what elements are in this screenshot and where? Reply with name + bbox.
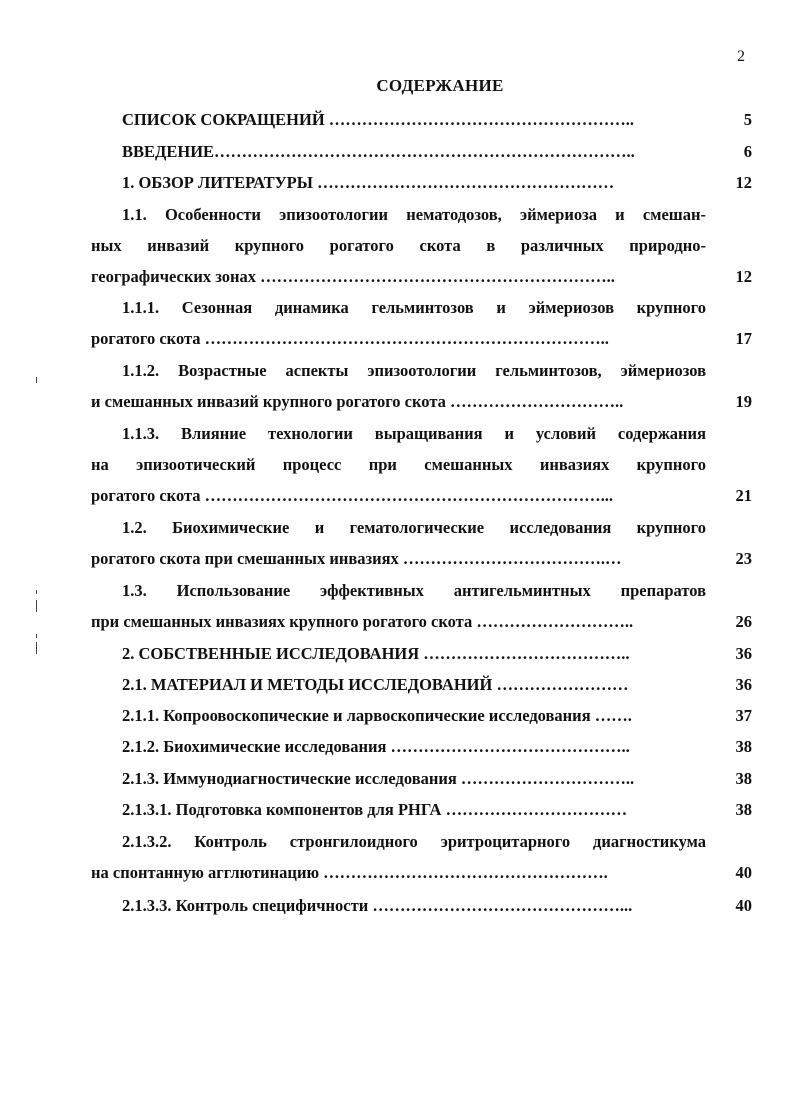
toc-entry-page: 21	[735, 486, 752, 505]
scan-artifact-mark	[36, 590, 37, 594]
toc-entry-text: на спонтанную агглютинацию …………………………………………….	[91, 863, 608, 882]
toc-entry-page: 40	[735, 896, 752, 915]
toc-title: СОДЕРЖАНИЕ	[376, 76, 504, 95]
scan-artifact-mark	[36, 377, 37, 383]
toc-entry-page: 36	[735, 675, 752, 694]
toc-entry-page: 12	[735, 173, 752, 192]
scan-artifact-mark	[36, 600, 37, 612]
toc-entry-text: 1.1.2. Возрастные аспекты эпизоотологии гельминтозов, эймериозов	[122, 361, 706, 380]
toc-entry-text: 2. СОБСТВЕННЫЕ ИССЛЕДОВАНИЯ ………………………………..	[122, 644, 630, 663]
toc-entry-page: 37	[735, 706, 752, 725]
toc-entry-text: 2.1.3. Иммунодиагностические исследования …………………………..	[122, 769, 635, 788]
toc-entry-page: 19	[735, 392, 752, 411]
toc-entry-text: и смешанных инвазий крупного рогатого скота …………………………..	[91, 392, 624, 411]
toc-entry-page: 23	[735, 549, 752, 568]
toc-entry-text: 2.1. МАТЕРИАЛ И МЕТОДЫ ИССЛЕДОВАНИЙ ……………………	[122, 675, 629, 694]
toc-entry-text: рогатого скота ………………………………………………………………...	[91, 486, 614, 505]
toc-entry-page: 38	[735, 737, 752, 756]
toc-entry-text: ных инвазий крупного рогатого скота в различных природно-	[91, 236, 706, 255]
toc-entry-text: рогатого скота ………………………………………………………………..	[91, 329, 609, 348]
toc-entry-page: 38	[735, 769, 752, 788]
toc-entry-page: 5	[743, 110, 752, 129]
toc-entry-page: 12	[735, 267, 752, 286]
toc-entry-text: рогатого скота при смешанных инвазиях ……………………………….…	[91, 549, 622, 568]
toc-entry-page: 40	[735, 863, 752, 882]
toc-entry-text: 2.1.2. Биохимические исследования ……………………………………..	[122, 737, 630, 756]
toc-entry-text: на эпизоотический процесс при смешанных инвазиях крупного	[91, 455, 706, 474]
toc-entry-page: 17	[735, 329, 752, 348]
toc-entry-text: 2.1.1. Копроовоскопические и ларвоскопические исследования …….	[122, 706, 632, 725]
toc-entry-text: 1.1. Особенности эпизоотологии нематодозов, эймериоза и смешан-	[122, 205, 706, 224]
toc-entry-text: 1.1.1. Сезонная динамика гельминтозов и эймериозов крупного	[122, 298, 706, 317]
toc-entry-page: 6	[743, 142, 752, 161]
toc-entry-text: ВВЕДЕНИЕ…………………………………………………………………..	[122, 142, 635, 161]
scan-artifact-mark	[36, 634, 37, 638]
toc-entry-page: 38	[735, 800, 752, 819]
toc-entry-page: 36	[735, 644, 752, 663]
toc-entry-text: 2.1.3.3. Контроль специфичности ………………………………………...	[122, 896, 633, 915]
toc-entry-text: СПИСОК СОКРАЩЕНИЙ ………………………………………………..	[122, 110, 635, 129]
toc-entry-text: 2.1.3.2. Контроль стронгилоидного эритроцитарного диагностикума	[122, 832, 706, 851]
toc-entry-text: географических зонах ………………………………………………………..	[91, 267, 615, 286]
toc-entry-text: 1. ОБЗОР ЛИТЕРАТУРЫ ………………………………………………	[122, 173, 615, 192]
scan-artifact-mark	[36, 642, 37, 654]
toc-entry-text: 1.3. Использование эффективных антигельминтных препаратов	[122, 581, 706, 600]
toc-entry-text: 1.2. Биохимические и гематологические исследования крупного	[122, 518, 706, 537]
toc-entry-text: 2.1.3.1. Подготовка компонентов для РНГА ……………………………	[122, 800, 628, 819]
toc-entry-text: 1.1.3. Влияние технологии выращивания и условий содержания	[122, 424, 706, 443]
page-number: 2	[737, 48, 745, 65]
toc-entry-page: 26	[735, 612, 752, 631]
toc-entry-text: при смешанных инвазиях крупного рогатого скота ………………………..	[91, 612, 634, 631]
